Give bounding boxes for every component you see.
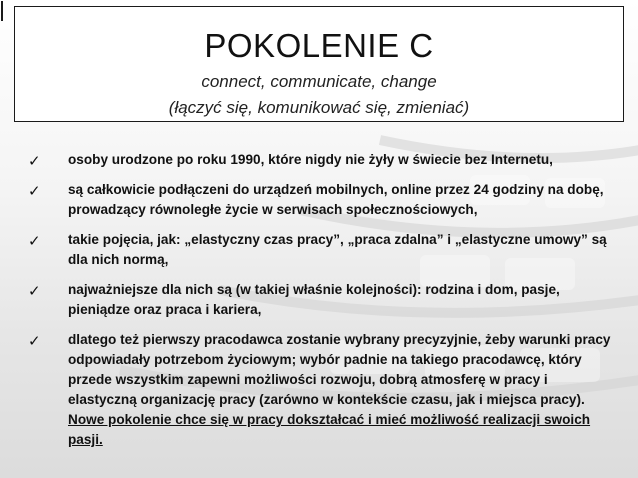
subtitle-translation: (łączyć się, komunikować się, zmieniać) xyxy=(168,98,470,117)
bullet-text: są całkowicie podłączeni do urządzeń mobilnych, online przez 24 godziny na dobę, prowadzący równoległe życie w serwisach społecznościowych, xyxy=(68,182,604,217)
list-item xyxy=(28,230,618,270)
list-item xyxy=(28,280,618,320)
bullet-text: takie pojęcia, jak: „elastyczny czas pracy”, „praca zdalna” i „elastyczne umowy” są dla nich normą, xyxy=(68,232,607,267)
list-item xyxy=(28,180,618,220)
check-icon: ✓ xyxy=(28,232,41,250)
check-icon: ✓ xyxy=(28,332,41,350)
check-icon: ✓ xyxy=(28,152,41,170)
bullet-text: najważniejsze dla nich są (w takiej właśnie kolejności): rodzina i dom, pasje, pieniądze oraz praca i kariera, xyxy=(68,282,560,317)
bullet-list xyxy=(28,150,618,460)
bullet-text-underlined: Nowe pokolenie chce się w pracy dokształcać i mieć możliwość realizacji swoich pasji. xyxy=(68,412,591,447)
list-item xyxy=(28,150,618,170)
bullet-text: osoby urodzone po roku 1990, które nigdy nie żyły w świecie bez Internetu, xyxy=(68,152,553,167)
subtitle: connect, communicate, change xyxy=(201,72,437,91)
check-icon: ✓ xyxy=(28,282,41,300)
list-item xyxy=(28,330,618,450)
title-box xyxy=(14,6,624,122)
bullet-text: dlatego też pierwszy pracodawca zostanie wybrany precyzyjnie, żeby warunki pracy odpowiadały potrzebom życiowym; wybór padnie na takiego pracodawcę, który przede wszystkim zapewni możliwości rozwoju, dobrą atmosferę w pracy i elastyczną organizację pracy (zarówno w kontekście czasu, jak i miejsca pracy). xyxy=(68,332,611,407)
check-icon: ✓ xyxy=(28,182,41,200)
page-title: POKOLENIE C xyxy=(204,27,434,64)
